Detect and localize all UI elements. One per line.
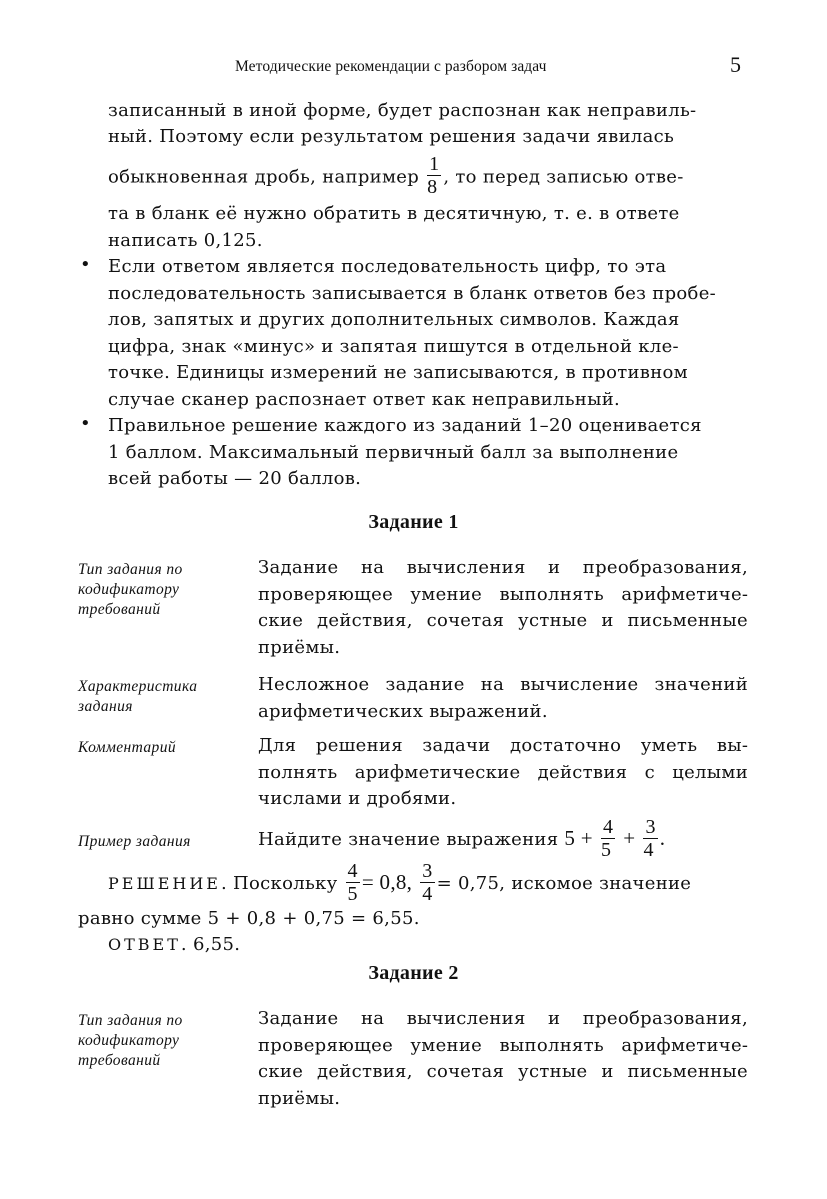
task-1-solution-line-2: равно сумме 5 + 0,8 + 0,75 = 6,55. (78, 908, 420, 929)
bullet-2-line-1: Правильное решение каждого из заданий 1–20 оценивается (108, 415, 702, 436)
fraction-numerator: 4 (602, 815, 614, 838)
fraction (601, 817, 615, 860)
task-1-comment-label: Комментарий (78, 739, 176, 756)
math-operator: + (623, 826, 636, 850)
solution-equation: = 0,75, искомое значение (436, 873, 692, 894)
task-1-example (258, 815, 748, 862)
task-1-example-text: Найдите значение выражения (258, 829, 559, 850)
fraction-numerator: 3 (645, 815, 656, 838)
bullet-1-line-3: лов, запятых и других дополнительных символов. Каждая (108, 309, 680, 330)
intro-line-1: записанный в иной форме, будет распознан как неправиль- (108, 100, 697, 121)
task-1-characteristic-text: Несложное задание на вычисление значений арифметических выражений. (258, 674, 748, 722)
fraction-denominator: 4 (422, 882, 433, 905)
task-2-type-label: Тип задания по кодификатору требований (78, 1012, 183, 1069)
fraction-denominator: 5 (347, 882, 358, 905)
solution-text: . Поскольку (220, 873, 338, 894)
intro-line-4: та в бланк её нужно обратить в десятичную, т. е. в ответе (108, 203, 680, 224)
fraction (346, 861, 360, 904)
math-period: . (659, 826, 666, 850)
solution-label: РЕШЕНИЕ (108, 874, 221, 893)
fraction (643, 817, 657, 860)
task-1-example-label: Пример задания (78, 833, 191, 850)
page-number: 5 (730, 52, 741, 77)
intro-line-3-before: обыкновенная дробь, например (108, 166, 420, 188)
fraction-numerator: 1 (429, 153, 440, 175)
bullet-2-line-2: 1 баллом. Максимальный первичный балл за выполнение (108, 442, 679, 463)
task-1-title: Задание 1 (368, 511, 459, 533)
answer-value: . 6,55. (180, 934, 241, 955)
math-term: 5 + (564, 826, 593, 850)
fraction (420, 861, 434, 904)
task-2-title: Задание 2 (368, 962, 459, 984)
task-1-type-label: Тип задания по кодификатору требований (78, 561, 183, 618)
fraction (427, 154, 441, 197)
task-2-type-text: Задание на вычисления и преобразования, проверяющее умение выполнять арифметические действия, сочетая устные и письменные приёмы. (258, 1008, 748, 1109)
bullet-marker: • (80, 254, 91, 275)
task-1-characteristic-label: Характеристика задания (78, 678, 198, 715)
task-1-solution-line-1 (108, 859, 748, 906)
running-head: Методические рекомендации с разбором задач (235, 58, 547, 75)
bullet-2-line-3: всей работы — 20 баллов. (108, 468, 362, 489)
answer-label: ОТВЕТ (108, 935, 181, 954)
bullet-1-line-2: последовательность записывается в бланк ответов без пробе- (108, 283, 717, 304)
intro-line-2: ный. Поэтому если результатом решения задачи явилась (108, 126, 675, 147)
intro-line-3 (108, 153, 748, 199)
fraction-denominator: 4 (643, 838, 654, 861)
bullet-marker: • (80, 413, 91, 434)
intro-line-5: написать 0,125. (108, 230, 263, 251)
task-1-comment-text: Для решения задачи достаточно уметь выполнять арифметические действия с целыми числами и дробями. (258, 735, 748, 809)
solution-equation: = 0,8, (361, 870, 413, 894)
fraction-denominator: 8 (427, 176, 438, 198)
bullet-1-line-6: случае сканер распознает ответ как неправильный. (108, 389, 621, 410)
bullet-1-line-5: точке. Единицы измерений не записываются, в противном (108, 362, 688, 383)
fraction-numerator: 3 (422, 859, 433, 882)
task-1-type-text: Задание на вычисления и преобразования, проверяющее умение выполнять арифметические действия, сочетая устные и письменные приёмы. (258, 557, 748, 658)
bullet-1-line-4: цифра, знак «минус» и запятая пишутся в отдельной кле- (108, 336, 679, 357)
task-1-answer (108, 932, 778, 959)
fraction-numerator: 4 (347, 859, 358, 882)
bullet-1-line-1: Если ответом является последовательность цифр, то эта (108, 256, 667, 277)
intro-line-3-after: , то перед записью отве- (443, 166, 684, 188)
fraction-denominator: 5 (600, 838, 612, 861)
